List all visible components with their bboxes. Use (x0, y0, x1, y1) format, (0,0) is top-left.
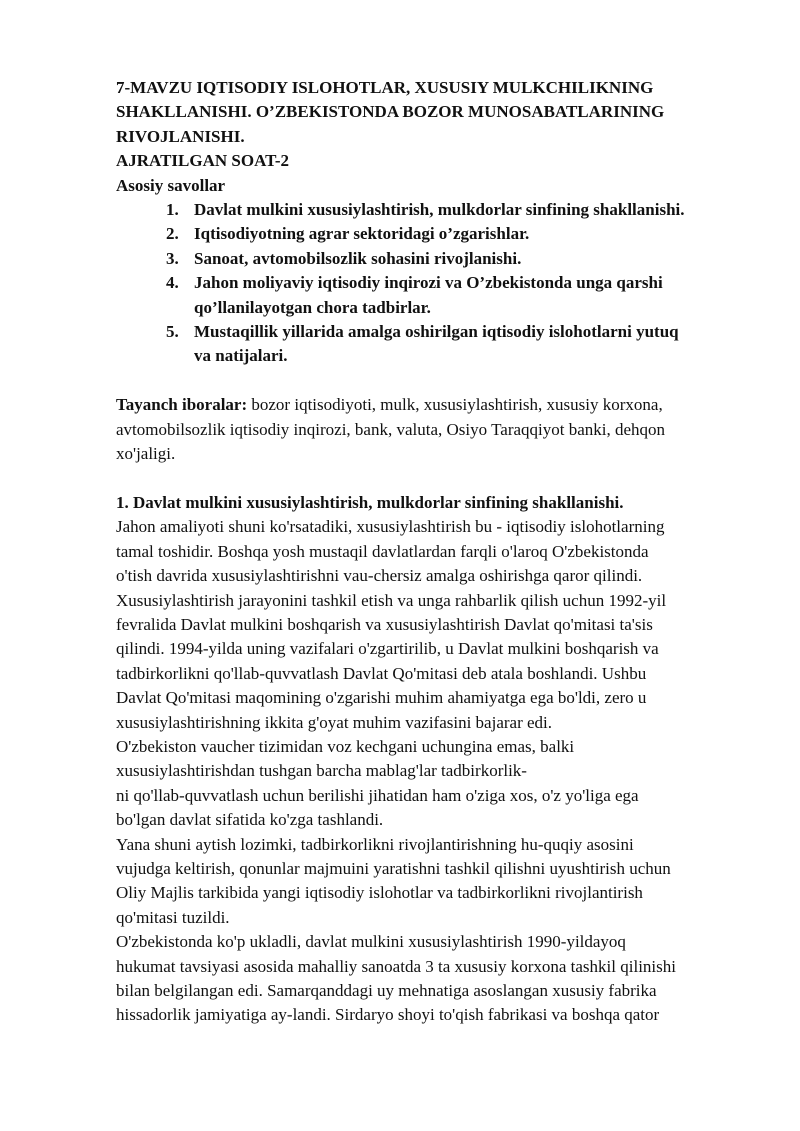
question-number: 3. (166, 248, 179, 268)
question-number: 1. (166, 200, 179, 220)
body-line: Davlat Qo'mitasi maqomining o'zgarishi muhim ahamiyatga ega bo'ldi, zero u (116, 688, 647, 708)
question-text: Sanoat, avtomobilsozlik sohasini rivojlanishi. (194, 248, 522, 268)
body-line: Oliy Majlis tarkibida yangi iqtisodiy islohotlar va tadbirkorlikni rivojlantirish (116, 883, 643, 903)
question-number: 2. (166, 224, 179, 244)
document-title (116, 76, 746, 149)
question-text: Iqtisodiyotning agrar sektoridagi o’zgarishlar. (194, 224, 530, 244)
body-line: O'zbekistonda ko'p ukladli, davlat mulkini xususiylashtirish 1990-yildayoq (116, 932, 626, 952)
title-line: SHAKLLANISHI. O’ZBEKISTONDA BOZOR MUNOSABATLARINING (116, 102, 665, 122)
body-line: o'tish davrida xususiylashtirishni vau-chersiz amalga oshirishga qaror qilindi. (116, 566, 643, 586)
body-line: qilindi. 1994-yilda uning vazifalari o'zgartirilib, u Davlat mulkini boshqarish va (116, 639, 659, 659)
section-body (116, 515, 746, 1028)
question-text: Jahon moliyaviy iqtisodiy inqirozi va O’zbekistonda unga qarshi (194, 273, 663, 293)
body-line: qo'mitasi tuzildi. (116, 907, 230, 927)
question-text: qo’llanilayotgan chora tadbirlar. (194, 297, 431, 317)
question-number: 4. (166, 273, 179, 293)
spacer (116, 466, 746, 490)
keywords-line: avtomobilsozlik iqtisodiy inqirozi, bank, valuta, Osiyo Taraqqiyot banki, dehqon (116, 419, 666, 439)
document-page (116, 76, 746, 1028)
question-item (116, 247, 746, 271)
body-line: bo'lgan davlat sifatida ko'zga tashlandi. (116, 810, 384, 830)
keywords-line (116, 393, 746, 417)
question-item (116, 198, 746, 222)
body-line: tamal toshidir. Boshqa yosh mustaqil davlatlardan farqli o'laroq O'zbekistonda (116, 541, 649, 561)
body-line: xususiylashtirishdan tushgan barcha mablag'lar tadbirkorlik- (116, 761, 527, 781)
question-item (116, 222, 746, 246)
hours-label: AJRATILGAN SOAT-2 (116, 151, 290, 171)
body-line: vujudga keltirish, qonunlar majmuini yaratishni tashkil qilishni uyushtirish uchun (116, 858, 671, 878)
title-line: RIVOJLANISHI. (116, 126, 245, 146)
body-line: xususiylashtirishning ikkita g'oyat muhim vazifasini bajarar edi. (116, 712, 553, 732)
body-line: Jahon amaliyoti shuni ko'rsatadiki, xususiylashtirish bu - iqtisodiy islohotlarning (116, 517, 665, 537)
question-text: va natijalari. (194, 346, 288, 366)
body-line: fevralida Davlat mulkini boshqarish va xususiylashtirish Davlat qo'mitasi ta'sis (116, 614, 653, 634)
body-line: hissadorlik jamiyatiga ay-landi. Sirdaryo shoyi to'qish fabrikasi va boshqa qator (116, 1005, 660, 1025)
body-line: bilan belgilangan edi. Samarqanddagi uy mehnatiga asoslangan xususiy fabrika (116, 981, 657, 1000)
title-line: 7-MAVZU IQTISODIY ISLOHOTLAR, XUSUSIY MULKCHILIKNING (116, 78, 654, 97)
spacer (116, 369, 746, 393)
body-line: ni qo'llab-quvvatlash uchun berilishi jihatidan ham o'ziga xos, o'z yo'liga ega (116, 785, 639, 805)
question-text: Davlat mulkini xususiylashtirish, mulkdorlar sinfining shakllanishi. (194, 200, 685, 220)
section-heading: 1. Davlat mulkini xususiylashtirish, mulkdorlar sinfining shakllanishi. (116, 492, 624, 512)
question-item (116, 271, 746, 320)
questions-heading: Asosiy savollar (116, 175, 226, 195)
body-line: Xususiylashtirish jarayonini tashkil etish va unga rahbarlik qilish uchun 1992-yil (116, 590, 667, 610)
keywords-text: bozor iqtisodiyoti, mulk, xususiylashtirish, xususiy korxona, (247, 395, 663, 415)
body-line: hukumat tavsiyasi asosida mahalliy sanoatda 3 ta xususiy korxona tashkil qilinishi (116, 956, 676, 976)
question-text: Mustaqillik yillarida amalga oshirilgan iqtisodiy islohotlarni yutuq (194, 322, 679, 342)
keywords-label: Tayanch iboralar: (116, 395, 248, 415)
keywords-paragraph (116, 393, 746, 466)
body-line: O'zbekiston vaucher tizimidan voz kechgani uchungina emas, balki (116, 736, 575, 756)
question-number: 5. (166, 322, 179, 342)
body-line: Yana shuni aytish lozimki, tadbirkorlikni rivojlantirishning hu-quqiy asosini (116, 834, 634, 854)
body-line: tadbirkorlikni qo'llab-quvvatlash Davlat Qo'mitasi deb atala boshlandi. Ushbu (116, 663, 647, 683)
keywords-line: xo'jaligi. (116, 444, 176, 464)
questions-list (116, 198, 746, 369)
question-item (116, 320, 746, 369)
